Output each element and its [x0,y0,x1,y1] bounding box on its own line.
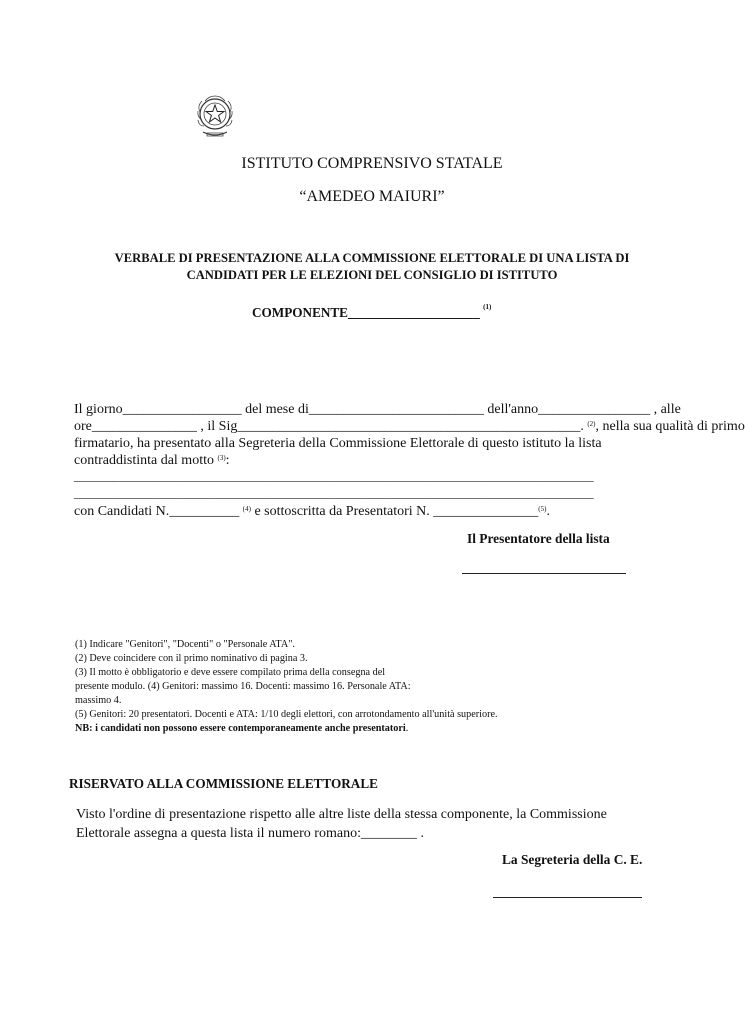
note-ref-2: (2) [587,420,596,428]
note-ref-3: (3) [217,454,226,462]
body-line-7b: e sottoscritta da Presentatori N. _______________ [250,504,539,519]
nb-end: . [405,723,409,734]
body-line-4a: contraddistinta dal motto [74,453,214,468]
componente-note-ref: (1) [483,303,492,311]
note-ref-4: (4) [242,505,251,513]
body-line-2a: ore_______________ , il Sig_________________________________________________. [74,419,584,434]
body-line-4b: : [225,453,230,468]
footnote-1: (1) Indicare "Genitori", "Docenti" o "Personale ATA". [75,639,295,650]
segreteria-signature-line[interactable] [493,897,642,898]
componente-blank[interactable]: ____________________ [347,305,480,320]
body-line-3: firmatario, ha presentato alla Segreteria della Commissione Elettorale di questo istituto la lista [74,436,602,451]
riservato-body [76,805,607,843]
body-line-1[interactable]: Il giorno_________________ del mese di_________________________ dell'anno________________ , alle [74,402,681,417]
footnote-3b: presente modulo. (4) Genitori: massimo 16. Docenti: massimo 16. Personale ATA: [75,681,411,692]
footnote-nb [75,722,498,736]
motto-line-1[interactable]: ____________________________________________________________________________________________ [74,471,594,483]
body-line-7[interactable] [74,503,634,520]
verbale-body [74,401,745,520]
document-title [100,250,644,284]
riservato-line-2[interactable]: Elettorale assegna a questa lista il numero romano:________ . [76,826,424,841]
body-line-7a: con Candidati N.__________ [74,504,240,519]
title-line-2: CANDIDATI PER LE ELEZIONI DEL CONSIGLIO DI ISTITUTO [186,268,558,282]
presentatore-signature-line[interactable] [462,573,626,574]
motto-line-2[interactable]: ____________________________________________________________________________________________ [74,488,594,500]
footnote-2: (2) Deve coincidere con il primo nominativo di pagina 3. [75,653,308,664]
footnote-3a: (3) Il motto è obbligatorio e deve essere compilato prima della consegna del [75,667,386,678]
footnote-3c: massimo 4. [75,695,122,706]
body-line-7c: . [546,504,550,519]
nb-text: NB: i candidati non possono essere contemporaneamente anche presentatori [75,723,406,734]
body-line-2[interactable] [74,418,745,435]
republic-emblem-icon [193,92,237,140]
componente-field[interactable] [252,305,491,321]
segreteria-label: La Segreteria della C. E. [502,852,643,867]
note-ref-5: (5) [538,505,547,513]
school-type: ISTITUTO COMPRENSIVO STATALE [241,155,503,172]
componente-label: COMPONENTE [252,305,348,320]
footnote-5: (5) Genitori: 20 presentatori. Docenti e ATA: 1/10 degli elettori, con arrotondamento all'unità superiore. [75,709,498,720]
school-name: “AMEDEO MAIURI” [299,188,445,205]
riservato-heading: RISERVATO ALLA COMMISSIONE ELETTORALE [69,776,378,791]
riservato-line-1: Visto l'ordine di presentazione rispetto alle altre liste della stessa componente, la Commissione [76,807,607,822]
body-line-2b: , nella sua qualità di primo [595,419,745,434]
body-line-4 [74,452,634,469]
footnotes [75,638,498,736]
title-line-1: VERBALE DI PRESENTAZIONE ALLA COMMISSIONE ELETTORALE DI UNA LISTA DI [114,251,630,265]
presentatore-label: Il Presentatore della lista [467,531,610,546]
